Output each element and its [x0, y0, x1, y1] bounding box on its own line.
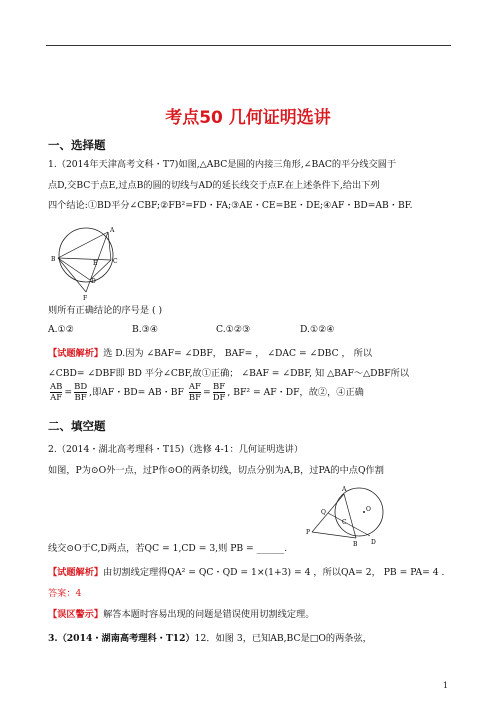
fig2-label-o: O — [366, 506, 371, 513]
analysis2-tag: 【试题解析】 — [48, 567, 104, 578]
frac-bf-df: $\frac{BF}{DF}$ — [212, 382, 226, 403]
header-rule — [46, 45, 451, 46]
option-c: C.①②③ — [216, 324, 251, 335]
warning-text: 解答本题时容易出现的问题是错误使用切割线定理。 — [103, 609, 315, 620]
fig1-label-c: C — [113, 258, 118, 265]
fig2-label-q: Q — [321, 509, 326, 516]
fig2-label-c: C — [342, 519, 347, 526]
analysis1-tag: 【试题解析】 — [48, 348, 104, 359]
q2-line1: 2.（2014・湖北高考理科・T15)（选修 4-1：几何证明选讲） — [48, 444, 304, 455]
analysis1-line3: $\frac{AB}{AF}$ = $\frac{BD}{BF}$ ,即AF・BD= AB・BF $\frac{AF}{BF}$ = $\frac{BF}{DF}$ , BF² = AF・DF，故②，④正确 — [50, 382, 364, 403]
q1-options — [48, 324, 384, 335]
q1-question: 则所有正确结论的序号是 ( ) — [48, 305, 163, 316]
fig1-label-a: A — [110, 227, 115, 234]
fig2-label-b: B — [353, 541, 358, 548]
q3-label: 3.（2014・湖南高考理科・T12） — [48, 633, 195, 644]
warning-line — [48, 606, 314, 620]
warning-tag: 【误区警示】 — [48, 609, 104, 620]
option-d: D.①②④ — [300, 324, 335, 335]
frac-bd-bf: $\frac{BD}{BF}$ — [74, 382, 88, 403]
option-b: B.③④ — [132, 324, 159, 335]
analysis1-text1: 选 D.因为 ∠BAF= ∠DBF， BAF= ， ∠DAC = ∠DBC ， 所以 — [103, 348, 373, 359]
frac-af-bf: $\frac{AF}{BF}$ — [188, 382, 201, 403]
q1-line1: 1.（2014年天津高考文科・T7)如图,△ABC是圆的内接三角形,∠BAC的平分线交圆于 — [48, 159, 397, 170]
analysis1-tail: , BF² = AF・DF，故②，④正确 — [227, 387, 364, 398]
q1-line3: 四个结论:①BD平分∠CBF;②FB²=FD・FA;③AE・CE=BE・DE;④AF・BD=AB・BF. — [48, 200, 413, 211]
option-a: A.①② — [48, 324, 75, 335]
q2-line3: 线交⊙O于C,D两点，若QC = 1,CD = 3,则 PB = ______. — [48, 543, 288, 554]
fig2-label-a: A — [342, 486, 347, 493]
page-title: 考点50 几何证明选讲 — [165, 108, 331, 128]
q1-line2: 点D,交BC于点E,过点B的圆的切线与AD的延长线交于点F.在上述条件下,给出下列 — [48, 180, 380, 191]
q2-line2: 如图，P为⊙O外一点，过P作⊙O的两条切线，切点分别为A,B，过PA的中点Q作割 — [48, 465, 384, 476]
page-number: 1 — [442, 681, 448, 690]
q2-figure — [306, 482, 386, 550]
q3-line — [48, 630, 372, 644]
fig2-label-d: D — [371, 539, 376, 546]
q3-text: 12．如图 3，已知AB,BC是□O的两条弦， — [194, 633, 372, 644]
analysis1-line2: ∠CBD= ∠DBF即 BD 平分∠CBF,故①正确； ∠BAF = ∠DBF, 知 △BAF～△DBF所以 — [48, 368, 410, 379]
fig1-label-d: D — [91, 278, 96, 285]
fig2-label-p: P — [306, 529, 311, 536]
section-heading-fill: 二、填空题 — [48, 419, 106, 433]
q1-figure — [48, 220, 126, 302]
section-heading-choice: 一、选择题 — [48, 138, 106, 152]
fig1-label-e: E — [93, 260, 98, 267]
fig1-label-f: F — [83, 295, 88, 302]
analysis1-mid: ,即AF・BD= AB・BF — [89, 387, 184, 398]
analysis2-text: 由切割线定理得QA² = QC・QD = 1×(1+3) = 4 ，所以QA= 2， PB = PA= 4 . — [103, 567, 445, 578]
analysis2-line — [48, 564, 444, 578]
frac-ab-af: $\frac{AB}{AF}$ — [50, 382, 63, 403]
analysis1-line1 — [48, 345, 372, 359]
fig1-label-b: B — [51, 256, 56, 263]
answer-text: 答案：4 — [48, 588, 82, 599]
